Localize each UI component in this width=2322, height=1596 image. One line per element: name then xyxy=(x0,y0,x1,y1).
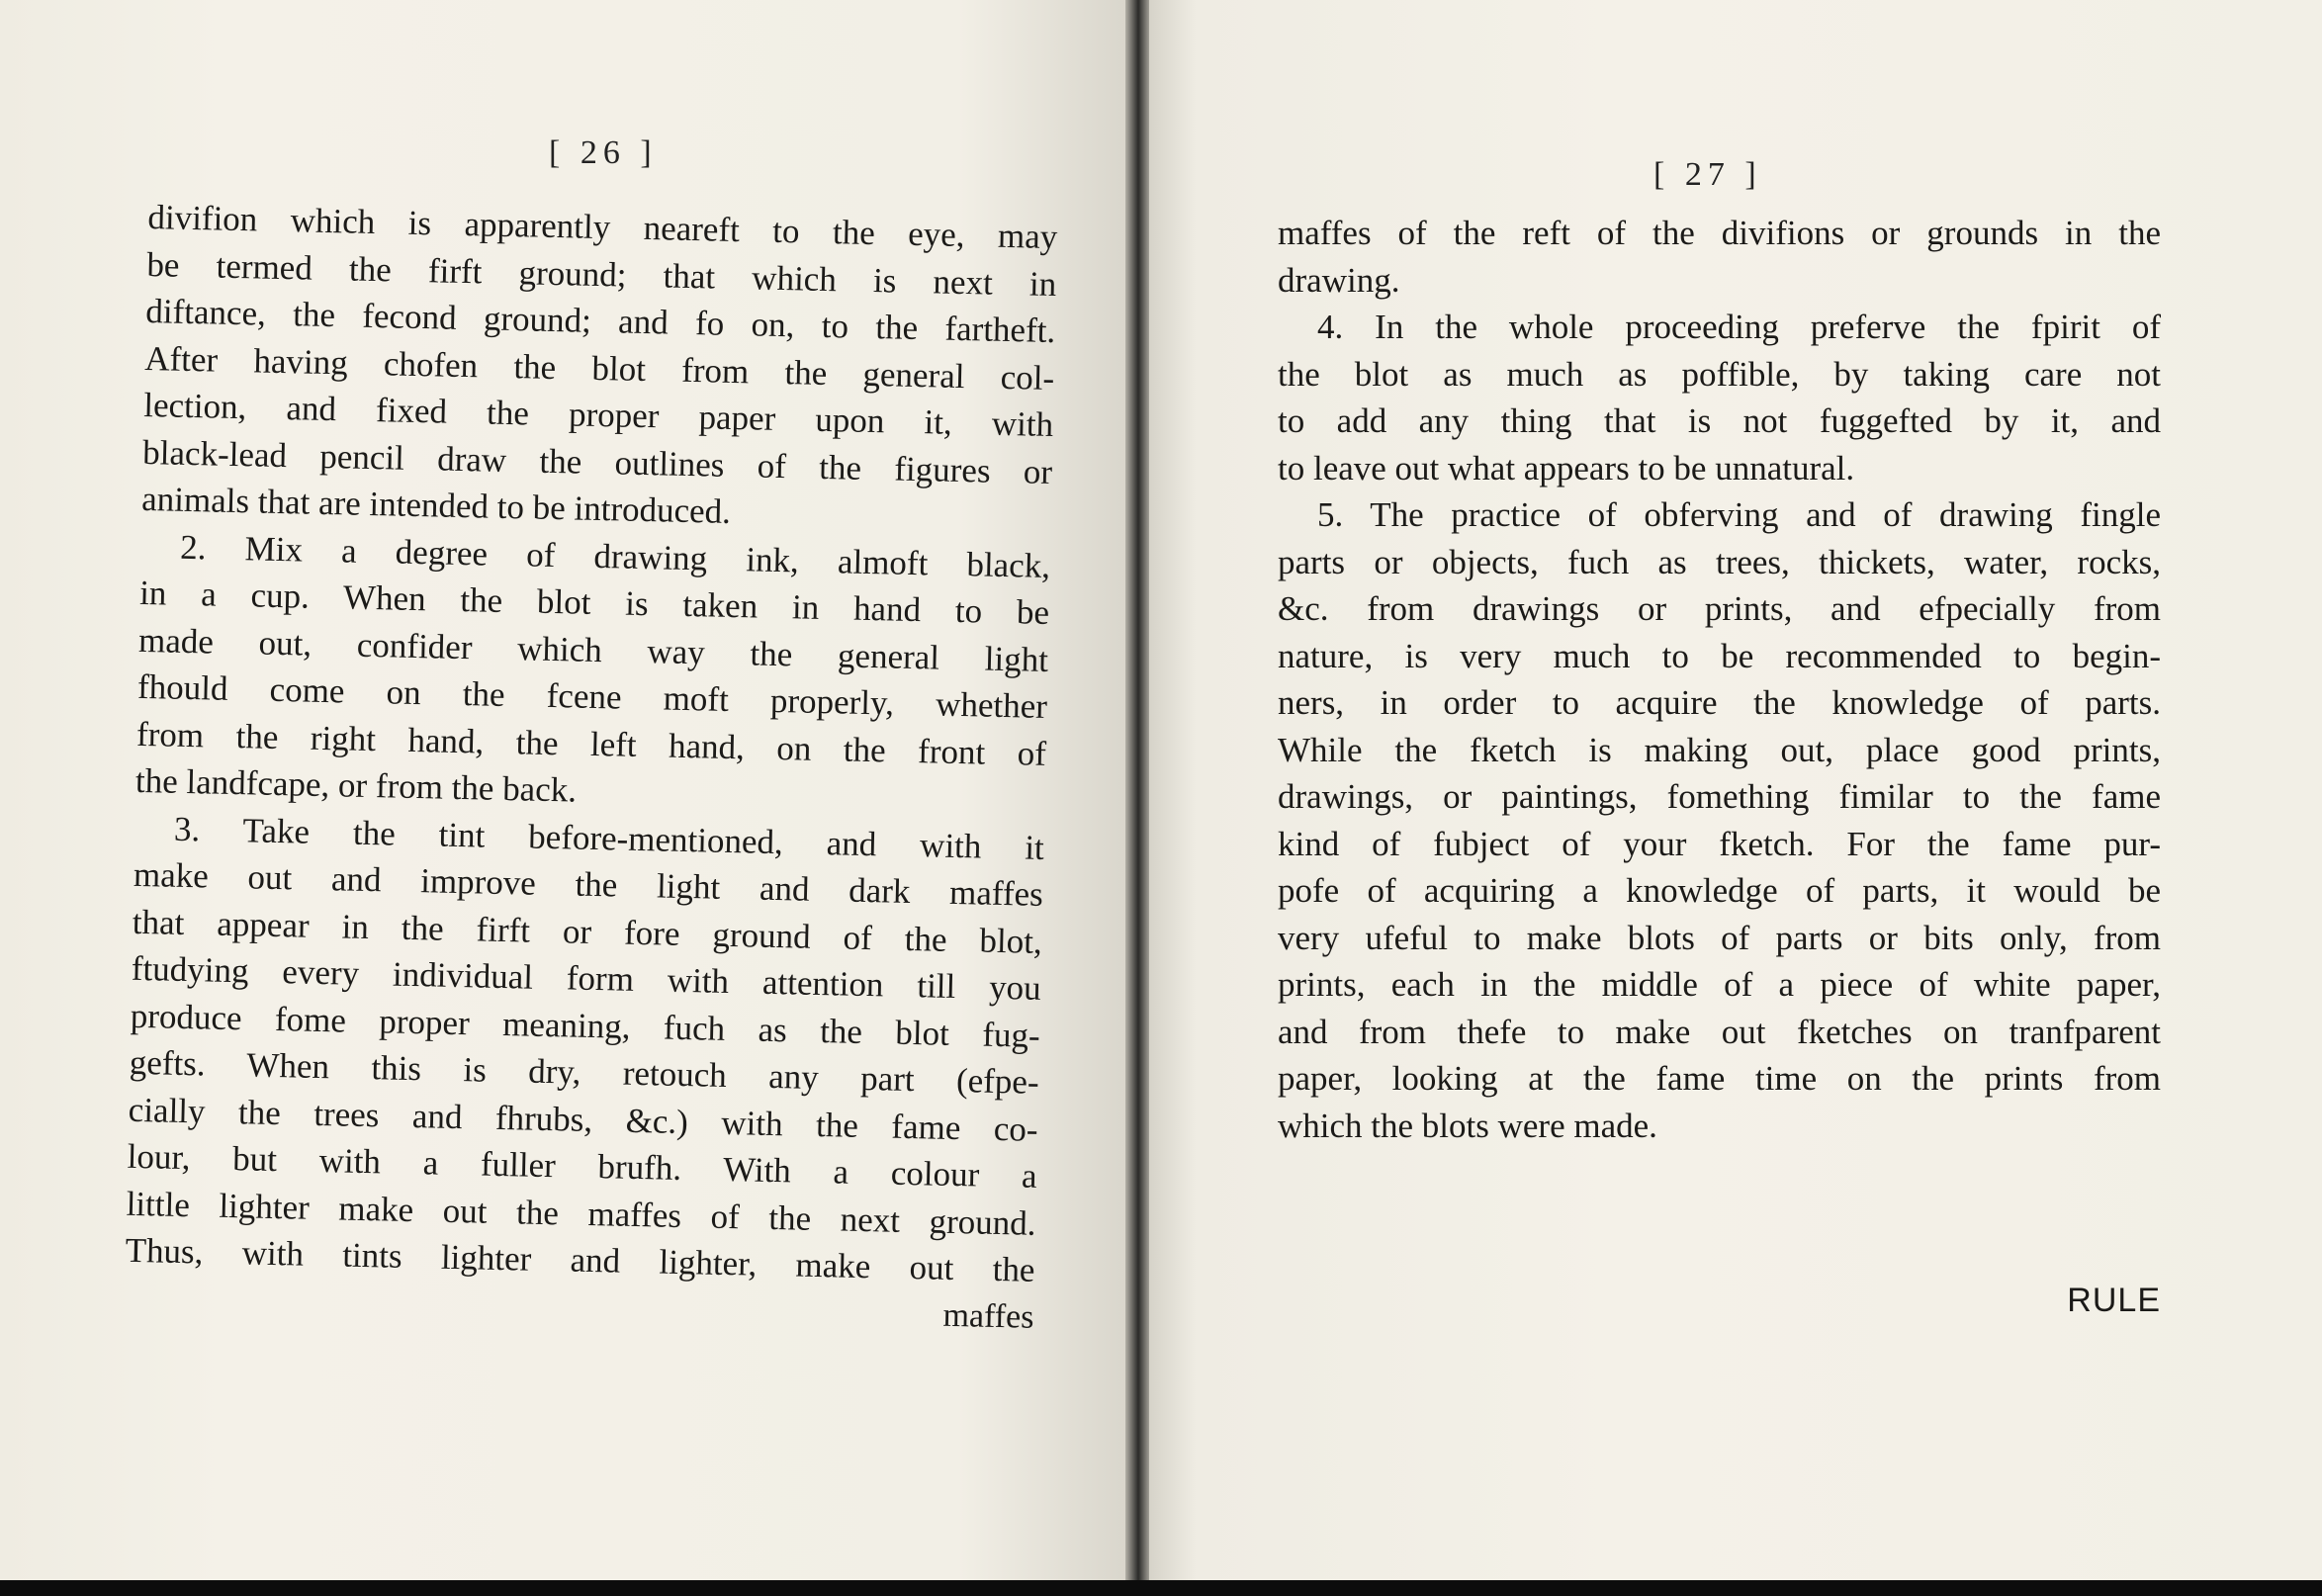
paragraph-2-start: 2. Mix a degree of drawing ink, almoft black, xyxy=(179,527,1051,585)
text-line: and from thefe to make out fketches on tranfparent xyxy=(1278,1012,2161,1051)
text-line: be termed the firft ground; that which is next in xyxy=(146,244,1057,304)
text-line: from the right hand, the left hand, on the front of xyxy=(135,714,1047,773)
catchword-left: maffes xyxy=(942,1296,1034,1336)
paragraph-5-start: 5. The practice of obferving and of drawing fingle xyxy=(1317,495,2161,534)
text-line: maffes of the reft of the divifions or grounds in the xyxy=(1278,214,2161,252)
left-page xyxy=(0,0,1127,1580)
text-line: lection, and fixed the proper paper upon it, with xyxy=(142,385,1054,445)
text-line: the blot as much as poffible, by taking care not xyxy=(1278,354,2161,394)
text-line: paper, looking at the fame time on the prints from xyxy=(1278,1059,2161,1098)
paragraph-4-start: 4. In the whole proceeding preferve the fpirit of xyxy=(1317,308,2161,346)
text-line: nature, is very much to be recommended to begin- xyxy=(1278,636,2161,675)
text-line: gefts. When this is dry, retouch any part (efpe- xyxy=(129,1042,1040,1102)
text-line: fhould come on the fcene moft properly, whether xyxy=(136,666,1048,726)
text-line: parts or objects, fuch as trees, thickets, water, rocks, xyxy=(1278,542,2161,581)
text-line: lour, but with a fuller brufh. With a colour a xyxy=(127,1136,1037,1196)
text-line: which the blots were made. xyxy=(1278,1106,1657,1145)
text-line: kind of fubject of your fketch. For the fame pur- xyxy=(1278,824,2161,863)
left-page-text xyxy=(124,194,1058,1341)
scan-bottom-edge xyxy=(0,1580,2322,1596)
text-line: in a cup. When the blot is taken in hand to be xyxy=(138,573,1050,632)
text-line: drawing. xyxy=(1278,260,1400,300)
text-line: ners, in order to acquire the knowledge of parts. xyxy=(1278,683,2161,722)
paragraph-3-start: 3. Take the tint before-mentioned, and with it xyxy=(173,809,1045,867)
text-line: animals that are intended to be introduced. xyxy=(140,479,732,531)
text-line: little lighter make out the maffes of the next ground. xyxy=(126,1184,1036,1243)
text-line: that appear in the firft or fore ground of the blot, xyxy=(132,902,1043,961)
text-line: to leave out what appears to be unnatural. xyxy=(1278,448,1855,488)
text-line: divifion which is apparently neareft to the eye, may xyxy=(147,197,1058,257)
text-line: drawings, or paintings, fomething fimilar to the fame xyxy=(1278,777,2161,816)
page-number-left: [ 26 ] xyxy=(549,134,658,171)
text-line: the landfcape, or from the back. xyxy=(134,760,578,810)
catchword-right: RULE xyxy=(2067,1282,2161,1319)
right-page-text xyxy=(1278,210,2161,1149)
text-line: ftudying every individual form with attention till you xyxy=(131,948,1042,1008)
text-line: make out and improve the light and dark maffes xyxy=(133,854,1044,914)
text-line: to add any thing that is not fuggefted by it, and xyxy=(1278,401,2161,440)
text-line: Thus, with tints lighter and lighter, make out the xyxy=(125,1230,1035,1289)
book-gutter xyxy=(1125,0,1151,1596)
text-line: cially the trees and fhrubs, &c.) with the fame co- xyxy=(128,1090,1039,1149)
text-line: produce fome proper meaning, fuch as the blot fug- xyxy=(130,996,1041,1055)
text-line: prints, each in the middle of a piece of white paper, xyxy=(1278,965,2161,1004)
text-line: black-lead pencil draw the outlines of the figures or xyxy=(141,432,1053,491)
text-line: made out, confider which way the general light xyxy=(137,620,1049,679)
text-line: After having chofen the blot from the general col- xyxy=(143,338,1055,398)
page-number-right: [ 27 ] xyxy=(1653,156,1762,193)
text-line: very ufeful to make blots of parts or bits only, from xyxy=(1278,918,2161,957)
text-line: diftance, the fecond ground; and fo on, to the fartheft. xyxy=(144,291,1056,351)
text-line: While the fketch is making out, place good prints, xyxy=(1278,730,2161,769)
text-line: &c. from drawings or prints, and efpecially from xyxy=(1278,589,2161,628)
text-line: pofe of acquiring a knowledge of parts, it would be xyxy=(1278,871,2161,910)
